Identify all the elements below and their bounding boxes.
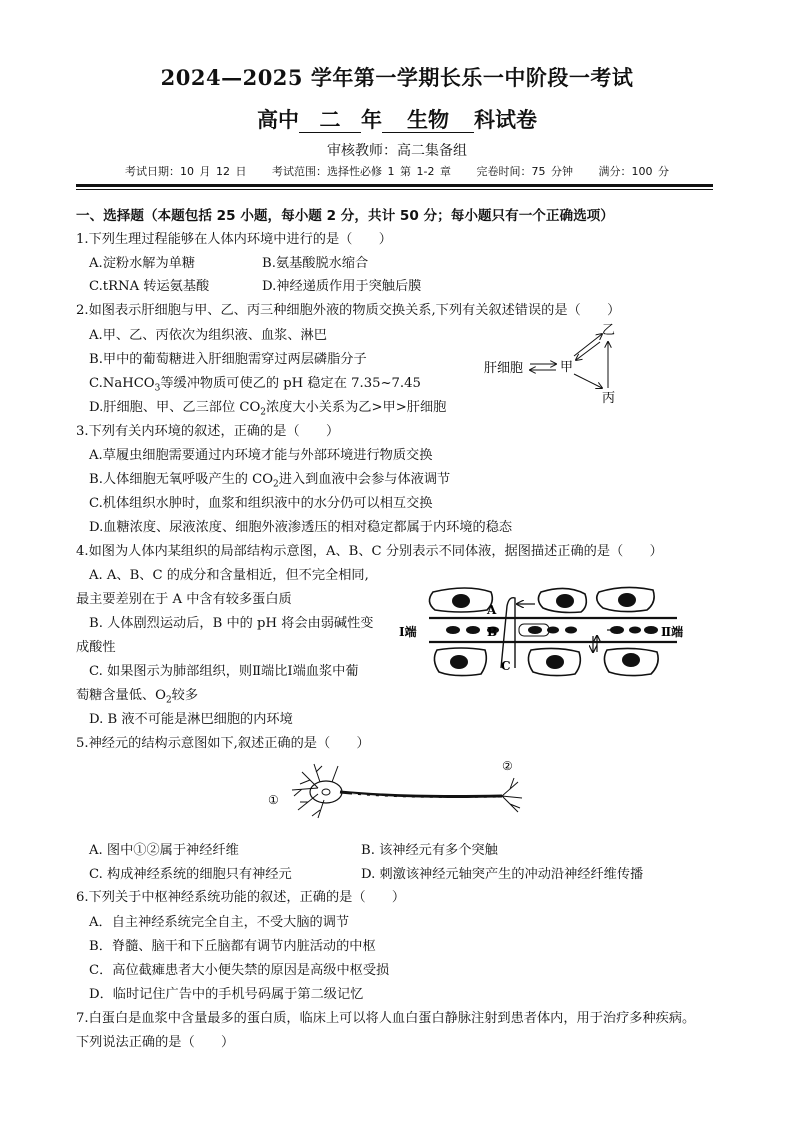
- label-yi: 乙: [602, 323, 616, 338]
- arrow-jia-to-yi: [574, 334, 602, 356]
- neuron-cell-body: [310, 781, 342, 803]
- label-dendrite-1: ①: [268, 793, 279, 807]
- exam-subtitle: [0, 104, 794, 134]
- tissue-cells-top: [429, 587, 654, 612]
- q1-stem: 1.下列生理过程能够在人体内环境中进行的是（ ）: [76, 232, 392, 247]
- q5-option-d: D. 刺激该神经元轴突产生的冲动沿神经纤维传播: [361, 867, 644, 882]
- q4-option-c-line1: C. 如果图示为肺部组织，则Ⅱ端比Ⅰ端血浆中葡: [89, 664, 359, 679]
- neuron-axon: [340, 792, 502, 797]
- reviewer-line: 审核教师：高二集备组: [327, 143, 467, 159]
- axon-terminals: [502, 778, 522, 812]
- exam-scope: 考试范围：选择性必修 1 第 1-2 章: [272, 165, 451, 178]
- q2-option-d: D.肝细胞、甲、乙三部位 $CO_2$浓度大小关系为乙>甲>肝细胞: [89, 400, 447, 418]
- q2-option-b: B.甲中的葡萄糖进入肝细胞需穿过两层磷脂分子: [89, 352, 367, 367]
- q1-option-a: A.淀粉水解为单糖: [89, 256, 196, 271]
- label-bing: 丙: [602, 391, 616, 406]
- header-rule-thick: [76, 184, 713, 187]
- neuron-dendrites: [292, 764, 338, 818]
- exam-date: 考试日期：10 月 12 日: [125, 165, 247, 178]
- exam-meta: [0, 163, 794, 179]
- subtitle-suffix: 科试卷: [474, 107, 537, 132]
- fluid-exchange-diagram: [480, 318, 630, 408]
- q6-option-c: C．高位截瘫患者大小便失禁的原因是高级中枢受损: [89, 963, 390, 978]
- q5-option-b: B. 该神经元有多个突触: [361, 843, 498, 858]
- arrow-jia-to-bing: [574, 374, 602, 388]
- year-label: 年: [361, 107, 382, 132]
- label-c: C: [501, 659, 511, 673]
- q1-option-b: B.氨基酸脱水缩合: [262, 256, 369, 271]
- label-a: A: [487, 603, 497, 617]
- label-end-1: Ⅰ端: [399, 625, 417, 639]
- label-terminal-2: ②: [502, 759, 513, 773]
- q2-option-c: C.NaHCO$_3$等缓冲物质可使乙的 pH 稳定在 7.35~7.45: [89, 376, 421, 394]
- q4-stem: 4.如图为人体内某组织的局部结构示意图，A、B、C 分别表示不同体液，据图描述正确的是（ ）: [76, 544, 663, 559]
- q6-stem: 6.下列关于中枢神经系统功能的叙述，正确的是（ ）: [76, 890, 406, 905]
- q1-option-d: D.神经递质作用于突触后膜: [262, 279, 422, 294]
- tissue-structure-diagram: [395, 580, 695, 680]
- q3-option-b: B.人体细胞无氧呼吸产生的 $CO_2$进入到血液中会参与体液调节: [89, 472, 451, 490]
- full-score: 满分：100 分: [598, 165, 669, 178]
- q5-option-a: A. 图中①②属于神经纤维: [89, 843, 239, 858]
- section-title: 一、选择题（本题包括 25 小题，每小题 2 分，共计 50 分；每小题只有一个正确选项）: [76, 208, 614, 224]
- header-rule-thin: [76, 189, 713, 190]
- q2-stem: 2.如图表示肝细胞与甲、乙、丙三种细胞外液的物质交换关系,下列有关叙述错误的是（ ）: [76, 303, 621, 318]
- q4-option-b-line2: 成酸性: [76, 640, 116, 655]
- label-end-2: Ⅱ端: [661, 625, 684, 639]
- blood-cells: [446, 624, 658, 636]
- neuron-nucleus: [322, 789, 330, 795]
- q4-option-a-line2: 最主要差别在于 A 中含有较多蛋白质: [76, 592, 292, 607]
- exam-duration: 完卷时间：75 分钟: [476, 165, 573, 178]
- subtitle-prefix: 高中: [257, 107, 299, 132]
- label-b: B: [487, 625, 498, 639]
- subject-blank: 生物: [382, 108, 474, 133]
- q1-option-c: C.tRNA 转运氨基酸: [89, 279, 210, 294]
- q7-stem-line2: 下列说法正确的是（ ）: [76, 1035, 235, 1050]
- label-jia: 甲: [560, 360, 574, 375]
- q4-option-a-line1: A. A、B、C 的成分和含量相近，但不完全相同,: [89, 568, 369, 583]
- q4-option-b-line1: B. 人体剧烈运动后，B 中的 pH 将会由弱碱性变: [89, 616, 374, 631]
- q4-option-d: D. B 液不可能是淋巴细胞的内环境: [89, 712, 293, 727]
- neuron-diagram: [262, 758, 534, 834]
- q4-option-c-line2: 萄糖含量低、$O_2$较多: [76, 688, 199, 706]
- q5-option-c: C. 构成神经系统的细胞只有神经元: [89, 867, 292, 882]
- q6-option-a: A．自主神经系统完全自主，不受大脑的调节: [89, 915, 350, 930]
- lymph-capillary: [501, 598, 515, 668]
- q6-option-d: D．临时记住广告中的手机号码属于第二级记忆: [89, 987, 364, 1002]
- q3-option-c: C.机体组织水肿时，血浆和组织液中的水分仍可以相互交换: [89, 496, 433, 511]
- q7-stem-line1: 7.白蛋白是血浆中含量最多的蛋白质，临床上可以将人血白蛋白静脉注射到患者体内，用于治疗多种疾病。: [76, 1011, 696, 1026]
- q3-option-d: D.血糖浓度、尿液浓度、细胞外液渗透压的相对稳定都属于内环境的稳态: [89, 520, 513, 535]
- exam-title: 2024—2025 学年第一学期长乐一中阶段一考试: [160, 65, 634, 90]
- grade-blank: 二: [299, 108, 361, 133]
- tissue-cells-bottom: [434, 648, 658, 676]
- q3-option-a: A.草履虫细胞需要通过内环境才能与外部环境进行物质交换: [89, 448, 433, 463]
- q5-stem: 5.神经元的结构示意图如下,叙述正确的是（ ）: [76, 736, 370, 751]
- q2-option-a: A.甲、乙、丙依次为组织液、血浆、淋巴: [89, 328, 327, 343]
- q3-stem: 3.下列有关内环境的叙述，正确的是（ ）: [76, 424, 340, 439]
- label-liver-cell: 肝细胞: [484, 361, 524, 376]
- q6-option-b: B．脊髓、脑干和下丘脑都有调节内脏活动的中枢: [89, 939, 376, 954]
